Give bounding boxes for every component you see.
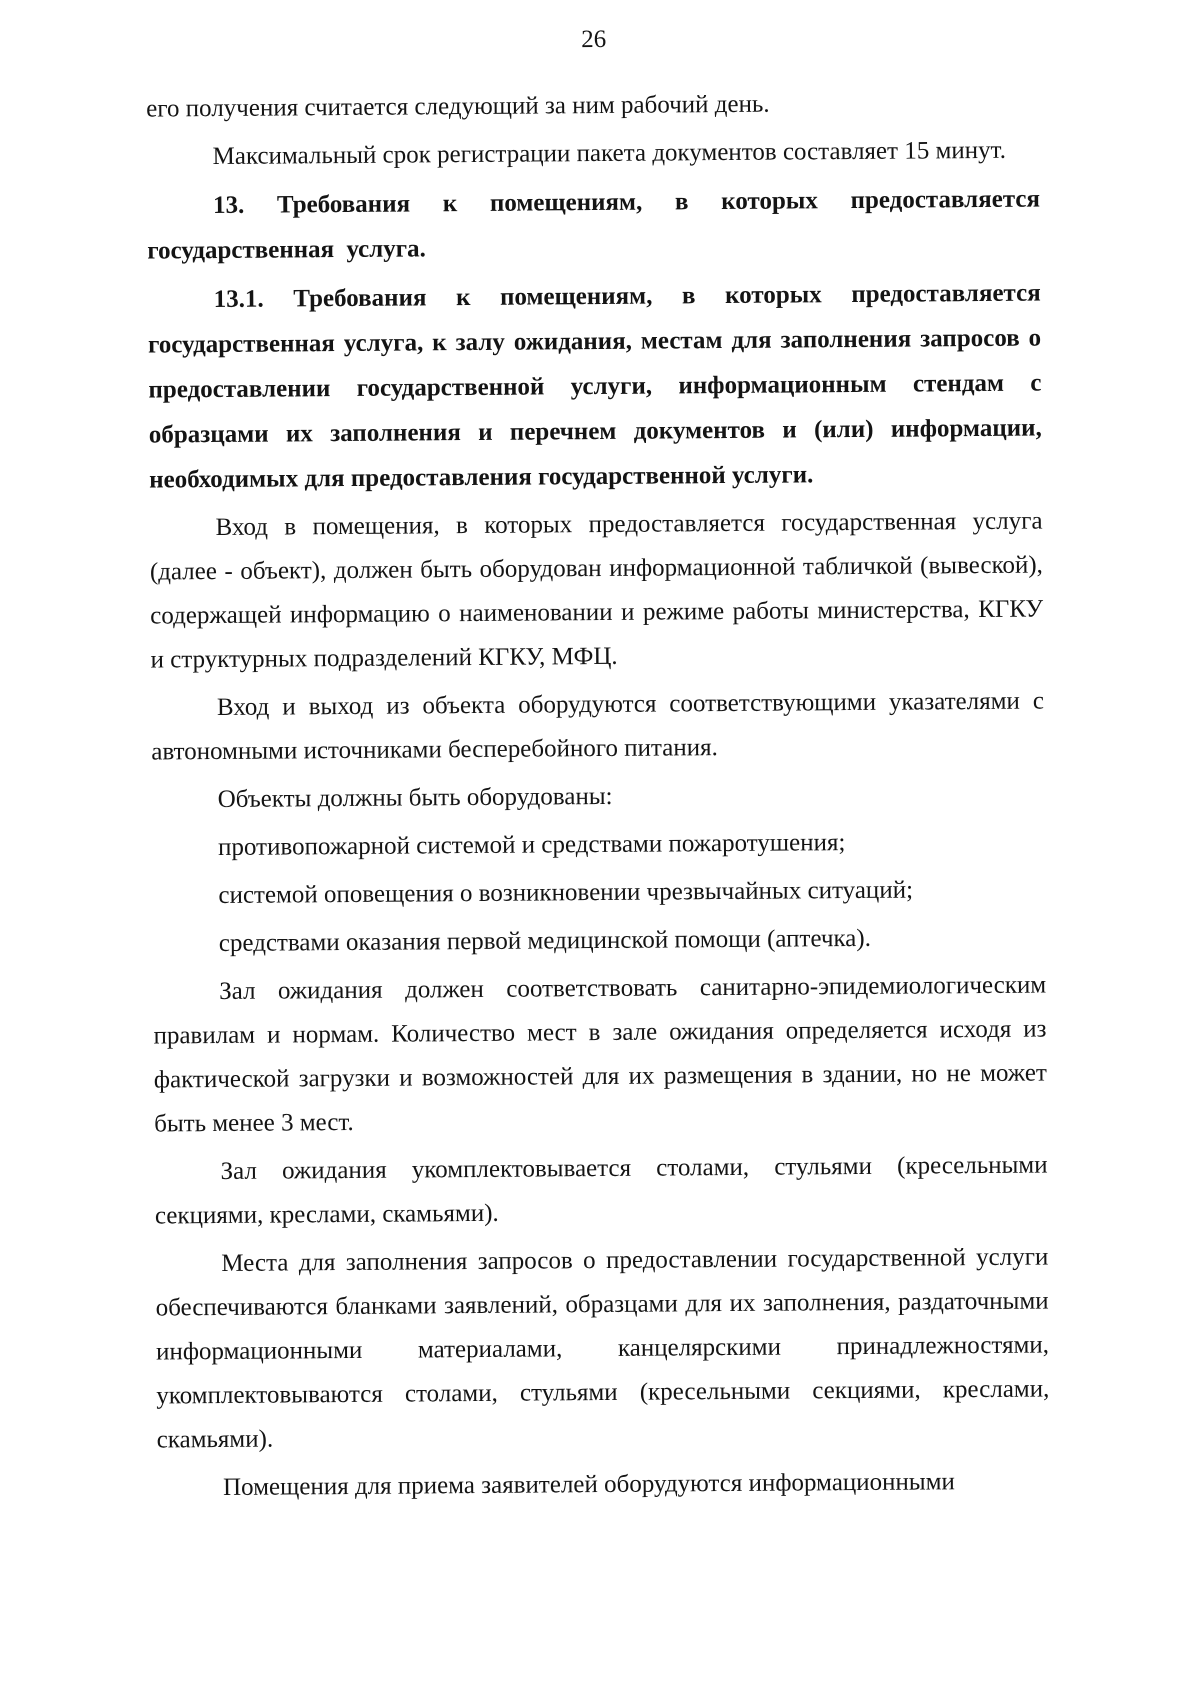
paragraph-reception-rooms: Помещения для приема заявителей оборудуются информационными <box>222 1468 955 1501</box>
document-body <box>146 81 1050 1515</box>
paragraph-waiting-hall-furniture: Зал ожидания укомплектовывается столами, стульями (кресельными секциями, креслами, скамьями). <box>154 1151 1048 1230</box>
list-item-fire-system: противопожарной системой и средствами пожаротушения; <box>217 829 846 861</box>
section-heading-13-1: 13.1. Требования к помещениям, в которых предоставляется государственная услуга, к залу ожидания, местам для заполнения запросов о предоставлении государственной услуги, информационным стендам с образцами их заполнения и перечнем документов и (или) информации, необходимых для предоставления государственной услуги. <box>147 279 1042 494</box>
paragraph-continuation: его получения считается следующий за ним рабочий день. <box>146 90 770 123</box>
paragraph-entrance-sign: Вход в помещения, в которых предоставляется государственная услуга (далее - объект), должен быть оборудован информационной табличкой (вывеской), содержащей информацию о наименовании и режиме работы министерства, КГКУ и структурных подразделений КГКУ, МФЦ. <box>149 507 1044 674</box>
paragraph-request-places: Места для заполнения запросов о предоставлении государственной услуги обеспечиваются бланками заявлений, образцами для их заполнения, раздаточными информационными материалами, канцелярскими принадлежностями, укомплектовываются столами, стульями (кресельными секциями, креслами, скамьями). <box>155 1243 1050 1454</box>
paragraph-registration-time: Максимальный срок регистрации пакета документов составляет 15 минут. <box>212 136 1006 171</box>
list-item-emergency-alert: системой оповещения о возникновении чрезвычайных ситуаций; <box>218 876 914 909</box>
paragraph-entrance-exit: Вход и выход из объекта оборудуются соответствующими указателями с автономными источниками бесперебойного питания. <box>151 687 1045 766</box>
paragraph-objects-equipped: Объекты должны быть оборудованы: <box>217 782 613 814</box>
page-number: 26 <box>581 25 607 54</box>
list-item-first-aid: средствами оказания первой медицинской помощи (аптечка). <box>218 924 872 957</box>
paragraph-waiting-hall-norms: Зал ожидания должен соответствовать санитарно-эпидемиологическим правилам и нормам. Количество мест в зале ожидания определяется исходя из фактической загрузки и возможностей для их размещения в здании, но не может быть менее 3 мест. <box>153 971 1047 1138</box>
section-heading-13: 13. Требования к помещениям, в которых предоставляется государственная услуга. <box>147 185 1041 265</box>
